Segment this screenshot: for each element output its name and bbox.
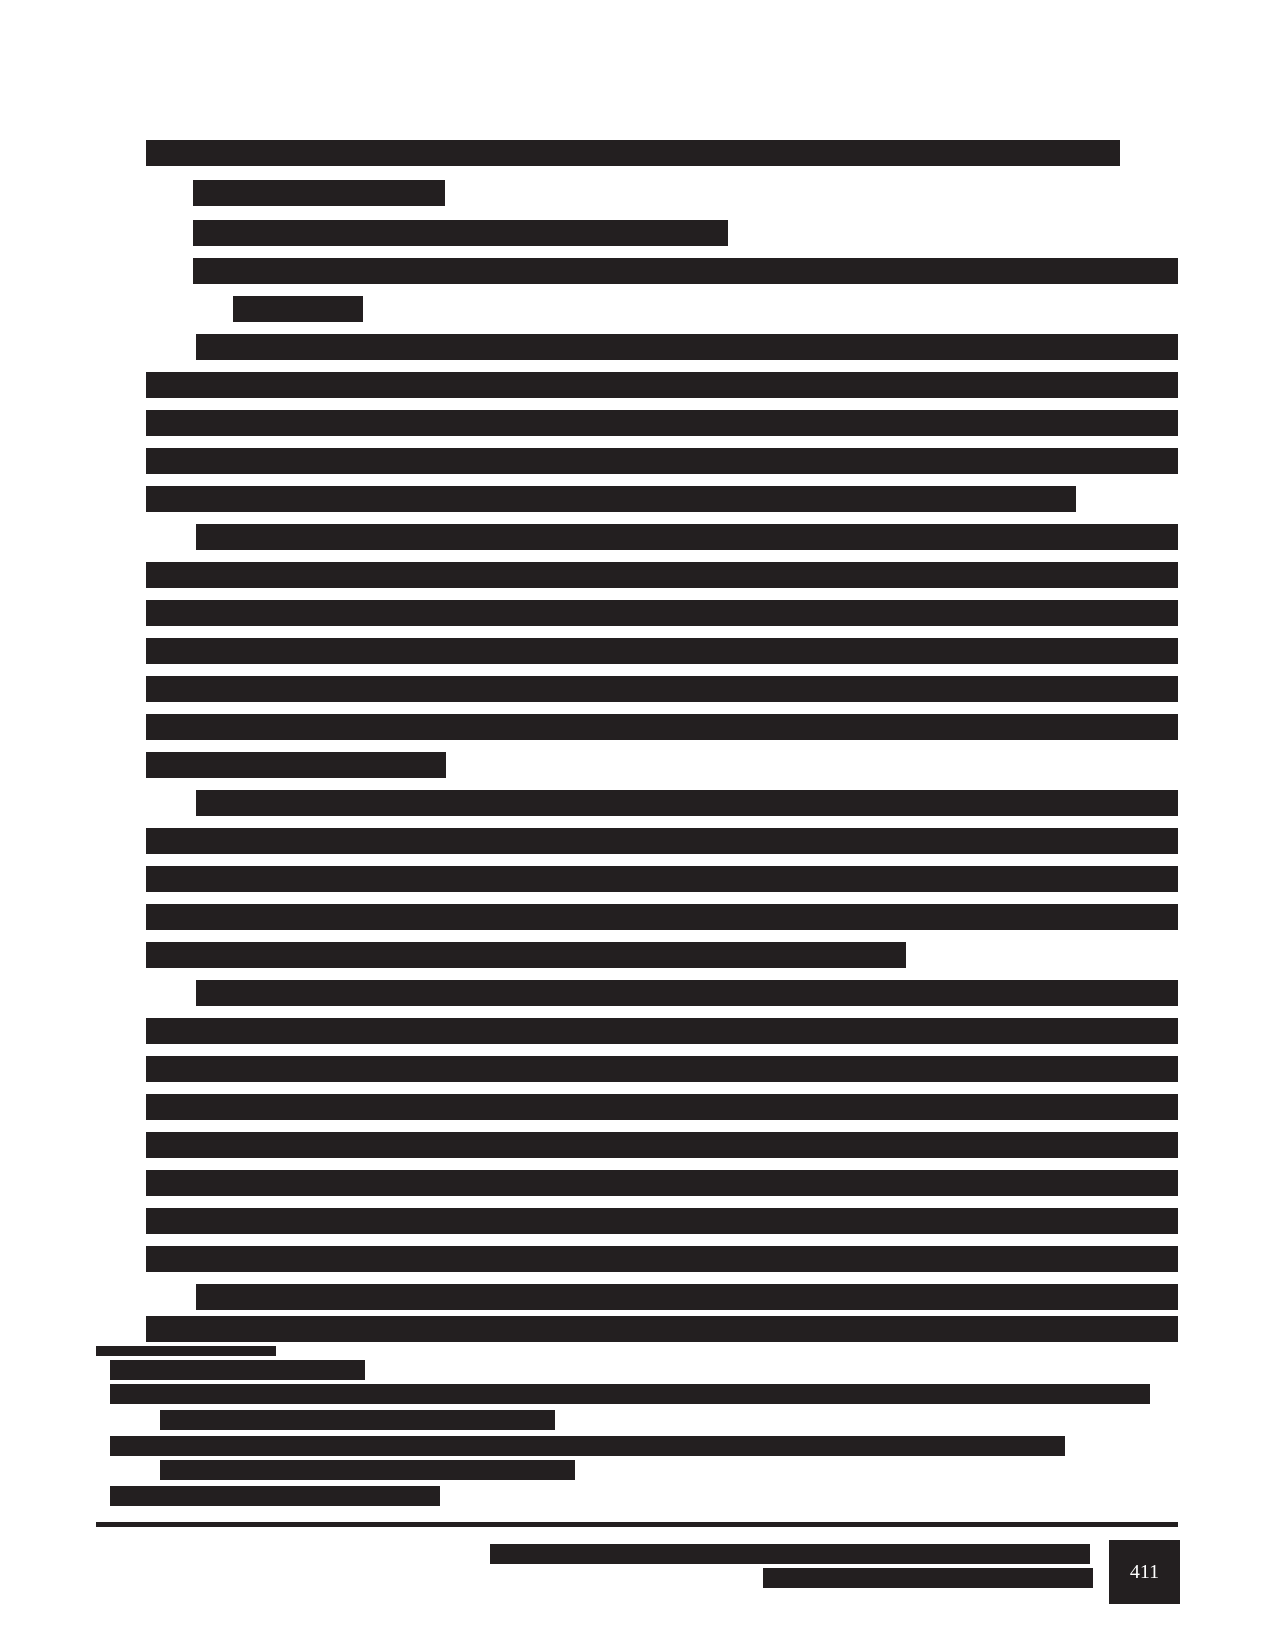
- paragraph-line: [146, 372, 1178, 398]
- paragraph-line: [196, 1284, 1178, 1310]
- text-line: [233, 296, 363, 322]
- page-number: 411: [1109, 1540, 1180, 1604]
- list-item-1: [193, 180, 445, 206]
- footnote-3-cont: [160, 1460, 575, 1480]
- paragraph-line: [146, 676, 1178, 702]
- list-item-3: [193, 258, 1178, 284]
- paragraph-line: [146, 866, 1178, 892]
- paragraph-line: [146, 1132, 1178, 1158]
- paragraph-line: [146, 1094, 1178, 1120]
- paragraph-line: [146, 1056, 1178, 1082]
- footnote-separator: [96, 1346, 276, 1356]
- footnote-2: [110, 1384, 1150, 1404]
- footnote-2-cont: [160, 1410, 555, 1430]
- paragraph-line: [196, 790, 1178, 816]
- paragraph-line: [146, 904, 1178, 930]
- paragraph-line: [146, 1170, 1178, 1196]
- paragraph-line: [146, 562, 1178, 588]
- text-line: [146, 140, 1120, 166]
- paragraph-line: [146, 638, 1178, 664]
- paragraph-line: [146, 410, 1178, 436]
- paragraph-line: [146, 752, 446, 778]
- paragraph-line: [146, 942, 906, 968]
- paragraph-line: [146, 1018, 1178, 1044]
- running-footer-line-2: [763, 1568, 1093, 1588]
- paragraph-line: [146, 714, 1178, 740]
- paragraph-line: [146, 448, 1178, 474]
- paragraph-line: [196, 334, 1178, 360]
- paragraph-line: [146, 1208, 1178, 1234]
- paragraph-line: [146, 600, 1178, 626]
- running-footer-line-1: [490, 1544, 1090, 1564]
- paragraph-line: [146, 1316, 1178, 1342]
- footnote-3: [110, 1436, 1065, 1456]
- footer-rule: [96, 1522, 1178, 1527]
- footnote-4: [110, 1486, 440, 1506]
- paragraph-line: [146, 1246, 1178, 1272]
- paragraph-line: [146, 486, 1076, 512]
- list-item-2: [193, 220, 728, 246]
- footnote-1: [110, 1360, 365, 1380]
- paragraph-line: [146, 828, 1178, 854]
- paragraph-line: [196, 524, 1178, 550]
- paragraph-line: [196, 980, 1178, 1006]
